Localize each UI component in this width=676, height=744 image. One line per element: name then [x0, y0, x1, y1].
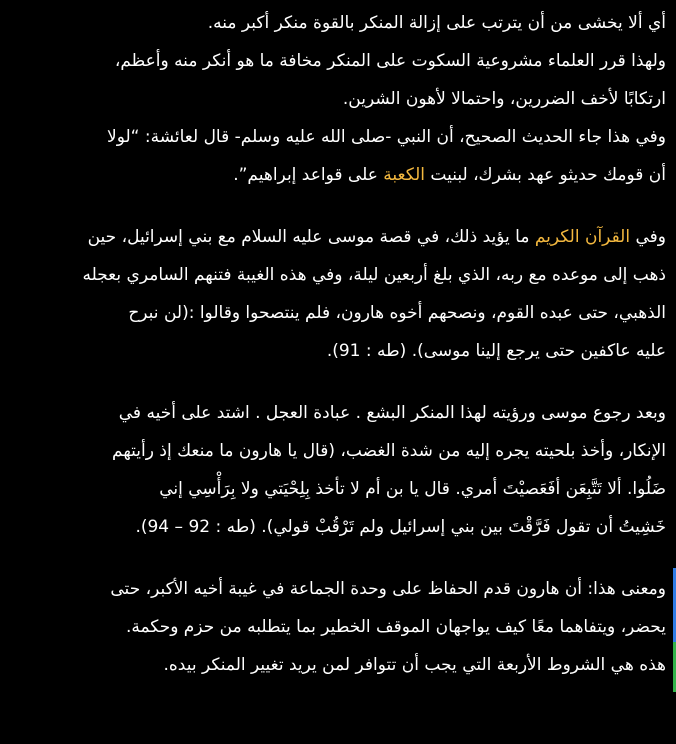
- text-line: ضَلُوا. ألا تَتَّبِعَن أفَعَصيْتَ أمري. قال يا بن أم لا تأخذ بِلِحْيَتي ولا بِرَأْسِي إني: [159, 479, 666, 499]
- text-line: [0, 156, 666, 194]
- text-line: ومعنى هذا: أن هارون قدم الحفاظ على وحدة الجماعة في غيبة أخيه الأكبر، حتى: [110, 579, 666, 599]
- paragraph-1: [0, 4, 666, 194]
- text-line: أي ألا يخشى من أن يترتب على إزالة المنكر بالقوة منكر أكبر منه.: [207, 13, 666, 33]
- text-line: هذه هي الشروط الأربعة التي يجب أن تتوافر لمن يريد تغيير المنكر بيده.: [163, 655, 666, 675]
- text-line: خَشِيتُ أن تقول فَرَّقْتَ بين بني إسرائيل ولم تَرْقُبْ قولي). (طه : 92 – 94).: [135, 517, 666, 537]
- text-line: ذهب إلى موعده مع ربه، الذي بلغ أربعين ليلة، وفي هذه الغيبة فتنهم السامري بعجله: [82, 265, 666, 285]
- text-segment: وفي: [630, 227, 666, 247]
- text-segment: على قواعد إبراهيم”.: [233, 165, 384, 185]
- text-line: وفي هذا جاء الحديث الصحيح، أن النبي -صلى الله عليه وسلم- قال لعائشة: “لولا: [107, 127, 666, 147]
- kaaba-link[interactable]: الكعبة: [383, 165, 425, 185]
- text-line: الذهبي، حتى عبده القوم، ونصحهم أخوه هارون، فلم ينتصحوا وقالوا :(لن نبرح: [128, 303, 666, 323]
- text-line: [0, 218, 666, 256]
- text-line: الإنكار، وأخذ بلحيته يجره إليه من شدة الغضب، (قال يا هارون ما منعك إذ رأيتهم: [112, 441, 666, 461]
- article-body: [0, 4, 666, 684]
- text-line: ارتكابًا لأخف الضررين، واحتمالا لأهون الشرين.: [342, 89, 666, 109]
- text-segment: أن قومك حديثو عهد بشرك، لبنيت: [425, 165, 666, 185]
- text-line: يحضر، ويتفاهما معًا كيف يواجهان الموقف الخطير بما يتطلبه من حزم وحكمة.: [125, 617, 666, 637]
- text-line: وبعد رجوع موسى ورؤيته لهذا المنكر البشع . عبادة العجل . اشتد على أخيه في: [118, 403, 666, 423]
- quran-link[interactable]: القرآن الكريم: [534, 227, 631, 247]
- text-segment: ما يؤيد ذلك، في قصة موسى عليه السلام مع بني إسرائيل، حين: [87, 227, 535, 247]
- paragraph-2: [0, 218, 666, 370]
- paragraph-3: [0, 394, 666, 546]
- text-line: ولهذا قرر العلماء مشروعية السكوت على المنكر مخافة ما هو أنكر منه وأعظم،: [114, 51, 666, 71]
- paragraph-4: [0, 570, 666, 684]
- text-line: عليه عاكفين حتى يرجع إلينا موسى). (طه : 91).: [326, 341, 666, 361]
